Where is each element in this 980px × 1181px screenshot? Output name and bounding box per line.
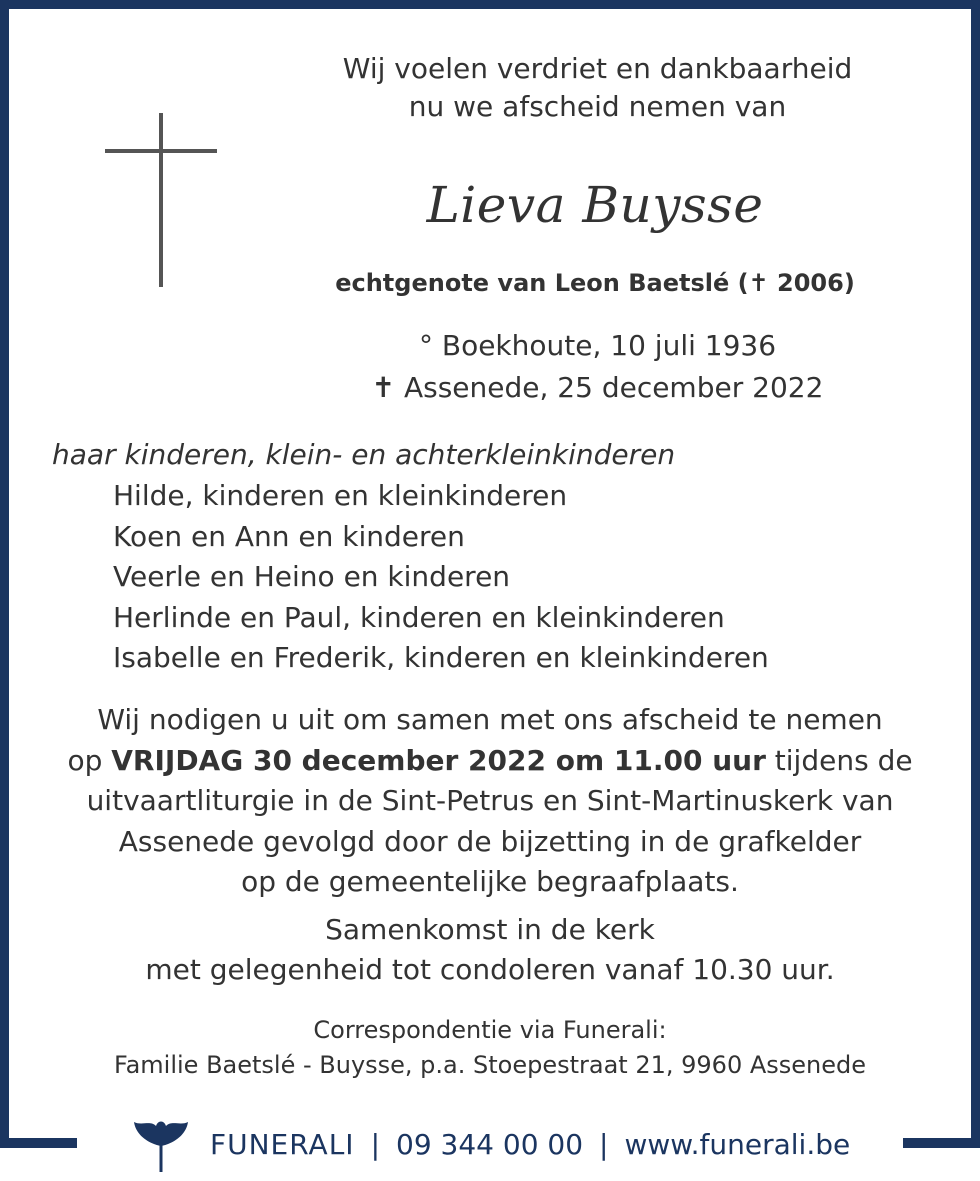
family-list — [113, 476, 769, 679]
service-datetime: VRIJDAG 30 december 2022 om 11.00 uur — [111, 743, 766, 777]
birth-line: ° Boekhoute, 10 juli 1936 — [418, 329, 777, 362]
invitation-prefix: op — [67, 743, 112, 777]
family-heading: haar kinderen, klein- en achterkleinkinderen — [52, 438, 676, 471]
gathering-line: Samenkomst in de kerk — [325, 913, 655, 946]
footer-contact — [210, 1128, 850, 1161]
invitation-line: uitvaartliturgie in de Sint-Petrus en Sint-Martinuskerk van — [86, 784, 894, 817]
family-member: Koen en Ann en kinderen — [113, 519, 465, 553]
gathering-line: met gelegenheid tot condoleren vanaf 10.30 uur. — [145, 953, 835, 986]
cross-vertical — [159, 113, 163, 287]
family-member: Veerle en Heino en kinderen — [113, 560, 511, 593]
invitation-line: op de gemeentelijke begraafplaats. — [241, 865, 739, 898]
correspondence-line: Correspondentie via Funerali: — [313, 1016, 667, 1044]
phone-number[interactable]: 09 344 00 00 — [396, 1127, 584, 1161]
intro-text — [340, 50, 855, 126]
family-member: Isabelle en Frederik, kinderen en kleinkinderen — [113, 641, 769, 674]
cross-horizontal — [105, 149, 217, 153]
footer — [130, 1114, 850, 1174]
family-member: Hilde, kinderen en kleinkinderen — [113, 479, 568, 512]
invitation-line: Assenede gevolgd door de bijzetting in de grafkelder — [118, 824, 862, 858]
invitation-line — [40, 741, 940, 782]
life-dates — [340, 325, 855, 409]
family-member: Herlinde en Paul, kinderen en kleinkinderen — [113, 600, 725, 634]
correspondence-address: Familie Baetslé - Buysse, p.a. Stoepestraat 21, 9960 Assenede — [113, 1051, 867, 1079]
frame-left — [0, 0, 9, 1148]
separator: | — [370, 1127, 381, 1161]
separator: | — [599, 1127, 609, 1161]
frame-bottom-left — [0, 1138, 77, 1148]
intro-line: nu we afscheid nemen van — [408, 90, 787, 123]
correspondence-text — [40, 1013, 940, 1083]
gathering-text — [40, 910, 940, 990]
invitation-line: Wij nodigen u uit om samen met ons afscheid te nemen — [97, 703, 883, 736]
death-line: ✝ Assenede, 25 december 2022 — [371, 371, 824, 404]
invitation-text — [40, 700, 940, 903]
spouse-line: echtgenote van Leon Baetslé (✝ 2006) — [335, 269, 855, 297]
frame-right — [971, 0, 980, 1148]
intro-line: Wij voelen verdriet en dankbaarheid — [342, 52, 853, 85]
brand-name: FUNERALI — [210, 1127, 355, 1161]
invitation-suffix: tijdens de — [765, 743, 913, 777]
frame-bottom-right — [903, 1138, 980, 1148]
deceased-name: Lieva Buysse — [426, 176, 764, 234]
frame-top — [0, 0, 980, 9]
website-link[interactable]: www.funerali.be — [624, 1127, 851, 1161]
ginkgo-leaf-icon — [130, 1114, 192, 1174]
